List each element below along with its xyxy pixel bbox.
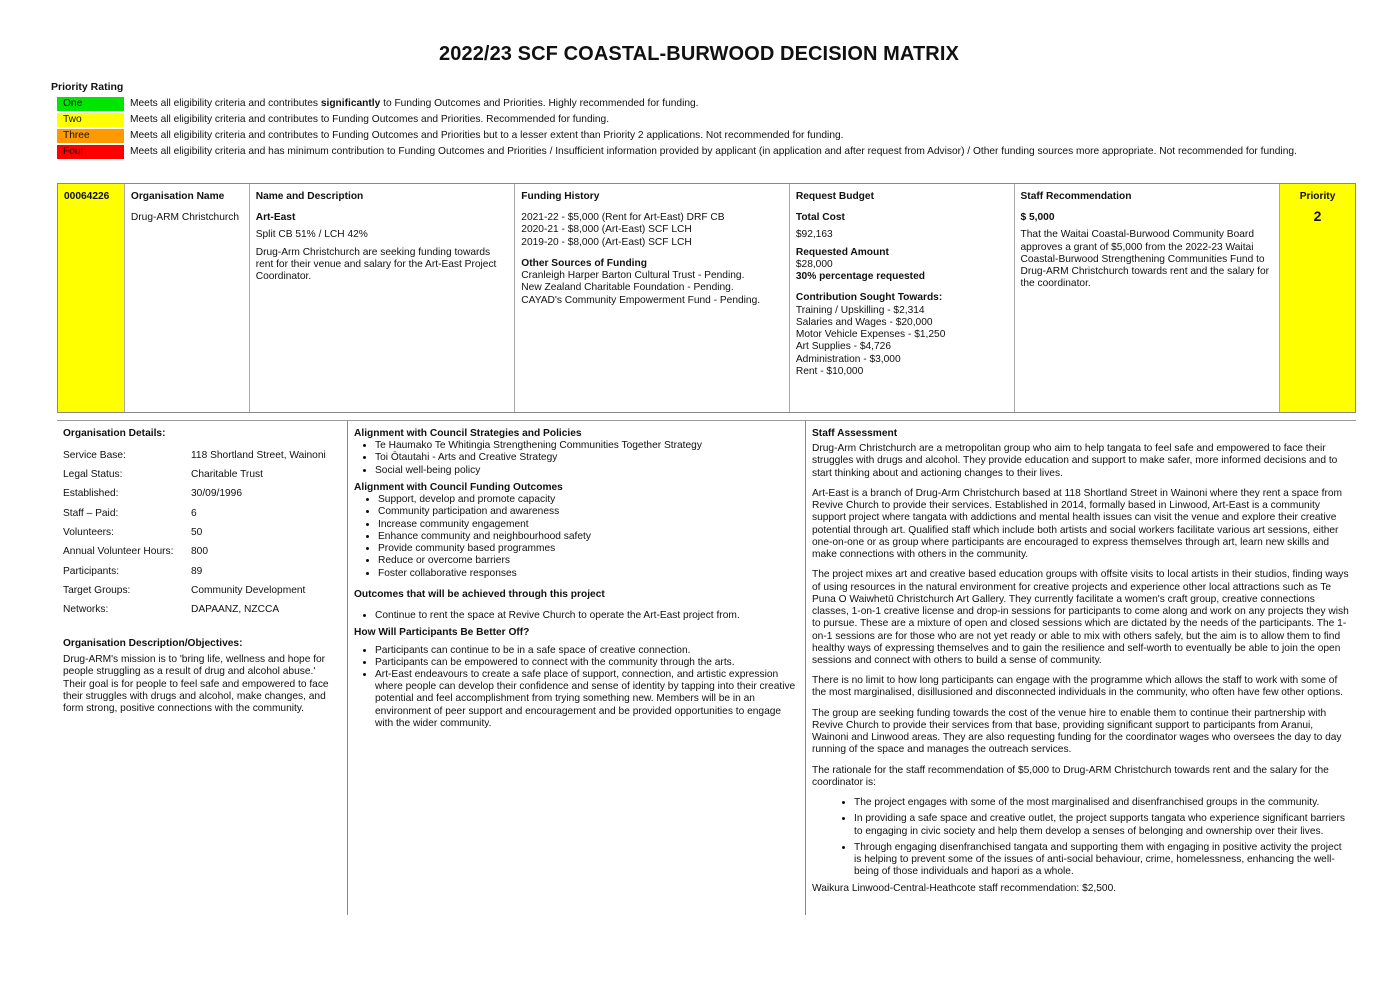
org-description-text: Drug-ARM's mission is to 'bring life, wellness and hope for people struggling as a result of drug and alcohol abuse.' Their goal is for people to feel safe and empowered to face their struggles with drugs and alcohol, make changes, and form strong, positive connections with the community. <box>63 654 329 715</box>
priority-legend <box>57 97 1317 161</box>
achieved-list <box>354 610 799 622</box>
strategies-heading: Alignment with Council Strategies and Policies <box>354 428 582 439</box>
legend-text-three: Meets all eligibility criteria and contributes to Funding Outcomes and Priorities but to a lesser extent than Priority 2 applications. Not recommended for funding. <box>130 130 844 141</box>
assessment-paragraph: The project mixes art and creative based education groups with offsite visits to local artists in their studios, finding ways of using resources in the natural environment for creative projects and experience other local attractions such as Te Puna O Waiwhetū Christchurch Art Gallery. They currently facilitate a women's craft group, creative connections classes, 1-on-1 creative license and drop-in sessions for participants to come along and work on any projects they wish to pursue. These are a mixture of open and closed sessions which are dictated by the needs of the participants. The 1-on-1 sessions are for those who are not yet ready or able to mix with others safely, but the aim is to allow them to find healthy ways of expressing themselves and to gain the resilience and self-worth to eventually be able to join the open sessions and connect with others to build a sense of community. <box>812 569 1349 666</box>
org-name-cell <box>125 184 250 412</box>
legend-text-one: Meets all eligibility criteria and contributes significantly to Funding Outcomes and Priorities. Highly recommended for funding. <box>130 98 699 109</box>
list-item: • Enhance community and neighbourhood safety <box>378 531 799 543</box>
staff-recommendation-text: That the Waitai Coastal-Burwood Community Board approves a grant of $5,000 from the 2022-23 Waitai Coastal-Burwood Strengthening Communities Fund to Drug-ARM Christchurch towards rent and the salary for the coordinator. <box>1020 229 1270 290</box>
detail-row: Established: 30/09/1996 <box>63 488 242 500</box>
other-source-item: New Zealand Charitable Foundation - Pending. <box>521 282 734 294</box>
legend-text-four: Meets all eligibility criteria and has minimum contribution to Funding Outcomes and Priorities / Insufficient information provided by applicant (in application and after request from Advisor) / Other funding sources more appropriate. Not recommended for funding. <box>130 146 1297 157</box>
detail-row: Staff – Paid: 6 <box>63 507 197 519</box>
page-title: 2022/23 SCF COASTAL-BURWOOD DECISION MATRIX <box>439 43 959 65</box>
request-budget-cell <box>790 184 1015 412</box>
list-item: • Art-East endeavours to create a safe place of support, connection, and artistic expression where people can develop their confidence and sense of identity by tapping into their creative potential and feel accomplishment from trying something new. Members will be in an environment of peer support and encouragement and be provided opportunities to engage with the wider community. <box>375 669 799 730</box>
requested-amount-value: $28,000 <box>795 258 833 270</box>
total-cost-label: Total Cost <box>795 212 845 224</box>
detail-row: Target Groups: Community Development <box>63 584 306 596</box>
list-item: • Social well-being policy <box>375 465 799 477</box>
name-description-header: Name and Description <box>255 191 364 202</box>
list-item: • The project engages with some of the most marginalised and disenfranchised groups in the community. <box>854 797 1350 809</box>
priority-value: 2 <box>1313 208 1322 225</box>
split-text: Split CB 51% / LCH 42% <box>255 229 368 241</box>
alignment-column <box>348 421 806 915</box>
org-name-header: Organisation Name <box>130 191 225 202</box>
swatch-one: One <box>57 97 124 111</box>
staff-recommendation-cell <box>1015 184 1281 412</box>
legend-text-two: Meets all eligibility criteria and contributes to Funding Outcomes and Priorities. Recommended for funding. <box>130 114 610 125</box>
org-description-heading: Organisation Description/Objectives: <box>63 637 243 649</box>
list-item: • Toi Ōtautahi - Arts and Creative Strategy <box>375 452 799 464</box>
better-off-heading: How Will Participants Be Better Off? <box>354 627 530 639</box>
funding-history-item: 2021-22 - $5,000 (Rent for Art-East) DRF CB <box>521 212 725 224</box>
application-id-cell <box>58 184 125 412</box>
legend-row-two <box>57 113 1317 127</box>
detail-row: Service Base: 118 Shortland Street, Wainoni <box>63 449 326 461</box>
list-item: • Support, develop and promote capacity <box>378 494 799 506</box>
funding-history-header: Funding History <box>521 191 600 202</box>
assessment-footer: Waikura Linwood-Central-Heathcote staff recommendation: $2,500. <box>812 882 1117 894</box>
list-item: • Reduce or overcome barriers <box>378 555 799 567</box>
outcomes-list <box>354 494 799 580</box>
list-item: • In providing a safe space and creative outlet, the project supports tangata who experience significant barriers to engaging in civic society and help them develop a senses of belonging and ownership over their lives. <box>854 813 1350 837</box>
other-source-item: CAYAD's Community Empowerment Fund - Pending. <box>521 294 761 306</box>
contribution-item: Motor Vehicle Expenses - $1,250 <box>795 329 946 341</box>
list-item: • Provide community based programmes <box>378 543 799 555</box>
priority-cell <box>1280 184 1355 412</box>
organisation-details-column <box>57 421 348 915</box>
list-item: • Foster collaborative responses <box>378 568 799 580</box>
contribution-item: Salaries and Wages - $20,000 <box>795 316 933 328</box>
detail-row: Legal Status: Charitable Trust <box>63 469 263 481</box>
assessment-paragraph: Art-East is a branch of Drug-Arm Christchurch based at 118 Shortland Street in Wainoni where they rent a space from Revive Church to provide their services. Established in 2014, formally based in Linwood, Art-East is a community support project where tangata with addictions and mental health issues can visit the venue and explore their creative potential through art. Qualified staff which include both artists and social workers facilitate various art sessions, either one-on-one or as group where participants are encouraged to express themselves through art, learn new skills and make connections with others in the community. <box>812 487 1342 561</box>
application-summary-table <box>57 183 1356 413</box>
list-item: • Te Haumako Te Whitingia Strengthening Communities Together Strategy <box>375 440 799 452</box>
priority-header: Priority <box>1299 191 1336 202</box>
assessment-paragraph: Drug-Arm Christchurch are a metropolitan group who aim to help tangata to feel safe and empowered to face their struggles with drugs and alcohol. They provide education and support to make safer, more informed decisions and to start thinking about and actioning changes to their lives. <box>812 443 1338 479</box>
list-item: • Through engaging disenfranchised tangata and supporting them with engaging in positive activity the project is helping to prevent some of the issues of anti-social behaviour, crime, homelessness, enhancing the well-being of those individuals and hapori as a whole. <box>854 842 1350 879</box>
legend-row-one <box>57 97 1317 111</box>
legend-row-three <box>57 129 1317 143</box>
funding-history-item: 2019-20 - $8,000 (Art-East) SCF LCH <box>521 236 692 248</box>
list-item: • Participants can be empowered to connect with the community through the arts. <box>375 657 799 669</box>
priority-rating-heading: Priority Rating <box>51 81 124 93</box>
strategies-list <box>354 440 799 477</box>
swatch-three: Three <box>57 129 124 143</box>
name-description-cell <box>250 184 516 412</box>
detail-row: Volunteers: 50 <box>63 526 203 538</box>
contribution-item: Administration - $3,000 <box>795 353 901 365</box>
assessment-paragraph: The group are seeking funding towards the cost of the venue hire to enable them to continue their partnership with Revive Church to provide their services from that base, providing significant support to participants from Aranui, Wainoni and Linwood areas. They are also requesting funding for the coordinator wages who oversees the day to day running of the space and manages the outreach services. <box>812 707 1342 756</box>
other-sources-header: Other Sources of Funding <box>521 257 647 269</box>
detail-row: Participants: 89 <box>63 565 203 577</box>
contribution-item: Training / Upskilling - $2,314 <box>795 304 925 316</box>
application-id: 00064226 <box>64 191 110 202</box>
swatch-two: Two <box>57 113 124 127</box>
requested-amount-label: Requested Amount <box>795 246 889 258</box>
staff-recommendation-header: Staff Recommendation <box>1020 191 1132 202</box>
org-name: Drug-ARM Christchurch <box>130 212 240 224</box>
legend-row-four <box>57 145 1317 159</box>
funding-history-cell <box>515 184 790 412</box>
list-item: • Continue to rent the space at Revive Church to operate the Art-East project from. <box>375 610 799 622</box>
contribution-item: Art Supplies - $4,726 <box>795 341 891 353</box>
percentage-requested: 30% percentage requested <box>795 271 925 283</box>
funding-history-item: 2020-21 - $8,000 (Art-East) SCF LCH <box>521 224 692 236</box>
list-item: • Increase community engagement <box>378 519 799 531</box>
contribution-item: Rent - $10,000 <box>795 365 864 377</box>
staff-assessment-column <box>806 421 1356 915</box>
project-description: Drug-Arm Christchurch are seeking funding towards rent for their venue and salary for the Art-East Project Coordinator. <box>255 246 497 283</box>
staff-assessment-heading: Staff Assessment <box>812 428 898 439</box>
achieved-heading: Outcomes that will be achieved through this project <box>354 588 605 600</box>
outcomes-heading: Alignment with Council Funding Outcomes <box>354 481 563 493</box>
detail-row: Annual Volunteer Hours: 800 <box>63 546 208 558</box>
assessment-paragraph: The rationale for the staff recommendation of $5,000 to Drug-ARM Christchurch towards rent and the salary for the coordinator is: <box>812 764 1329 788</box>
list-item: • Participants can continue to be in a safe space of creative connection. <box>375 645 799 657</box>
project-name: Art-East <box>255 212 296 224</box>
list-item: • Community participation and awareness <box>378 506 799 518</box>
rationale-list <box>812 797 1350 878</box>
org-details-heading: Organisation Details: <box>63 428 166 439</box>
staff-recommendation-amount: $ 5,000 <box>1020 212 1055 224</box>
contribution-label: Contribution Sought Towards: <box>795 292 943 304</box>
assessment-paragraph: There is no limit to how long participants can engage with the programme which allows the staff to work with some of the most marginalised, disillusioned and disconnected individuals in the community, who often have few other options. <box>812 675 1343 699</box>
detail-row: Networks: DAPAANZ, NZCCA <box>63 604 280 616</box>
better-off-list <box>354 645 799 731</box>
total-cost-value: $92,163 <box>795 229 833 241</box>
request-budget-header: Request Budget <box>795 191 874 202</box>
swatch-four: Four <box>57 145 124 159</box>
other-source-item: Cranleigh Harper Barton Cultural Trust - Pending. <box>521 270 745 282</box>
